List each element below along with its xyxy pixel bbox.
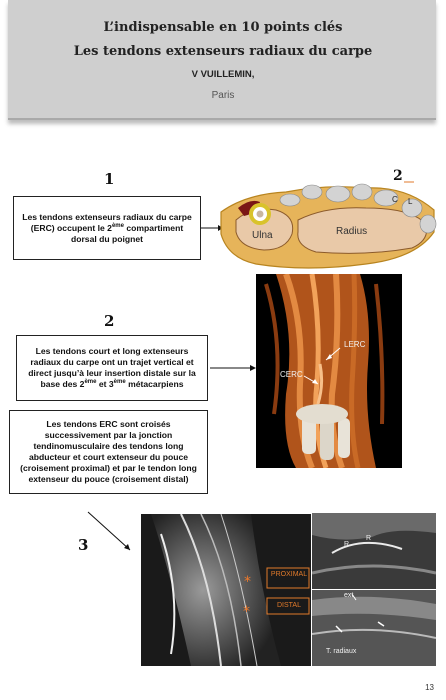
header-title-line1: L’indispensable en 10 points clés [103, 20, 343, 35]
diagram-number: 2 [393, 168, 403, 184]
section-1-text: Les tendons extenseurs radiaux du carpe (ERC) occupent le 2ème compartiment dorsal du poignet [22, 211, 192, 244]
asterisk-distal: * [243, 604, 250, 620]
header-city: Paris [211, 90, 235, 101]
ultrasound-top-image [312, 513, 436, 589]
section-2-number: 2 [104, 312, 115, 330]
tendon-3d-render-image [256, 274, 402, 468]
r-label-2: R [366, 535, 372, 542]
radius-label: Radius [336, 226, 368, 237]
arrow-to-anatomy-image [210, 364, 256, 372]
l-label: L [408, 197, 413, 206]
cerc-label: CERC [280, 370, 303, 379]
page-number: 13 [425, 683, 434, 692]
section-2-text: Les tendons court et long extenseurs radiaux du carpe ont un trajet vertical et direct jusqu’à leur insertion distale sur la base des 2ème et 3ème métacarpiens [28, 346, 196, 389]
proximal-label: PROXIMAL [270, 571, 308, 578]
section-3-number: 3 [78, 536, 89, 554]
distal-label: DISTAL [277, 602, 301, 609]
header-title-line2: Les tendons extenseurs radiaux du carpe [73, 44, 373, 59]
section-2b-text: Les tendons ERC sont croisés successivement par la jonction tendinomusculaire des tendons long abducteur et court extenseur du pouce (croisement proximal) et par le tendon long extenseur du pouce (croisement distal) [20, 419, 197, 484]
ultrasound-bottom-image [312, 590, 436, 666]
c-label: C [392, 195, 398, 204]
section-2b-textbox [9, 410, 208, 494]
section-1-number: 1 [104, 170, 115, 188]
mri-axial-image [141, 514, 311, 666]
header-author: V VUILLEMIN, [191, 69, 255, 80]
header-banner [8, 0, 436, 120]
section-2-textbox [16, 335, 208, 401]
lerc-label: LERC [344, 340, 366, 349]
t-radiaux-label: T. radiaux [326, 648, 357, 655]
ext-label: ext [344, 592, 354, 599]
section-1-textbox [13, 196, 201, 260]
r-label-1: R [344, 541, 350, 548]
wrist-cross-section-diagram [216, 172, 440, 276]
arrow-to-mri-image [86, 510, 136, 556]
ulna-label: Ulna [252, 230, 273, 241]
asterisk-proximal: * [244, 574, 251, 590]
